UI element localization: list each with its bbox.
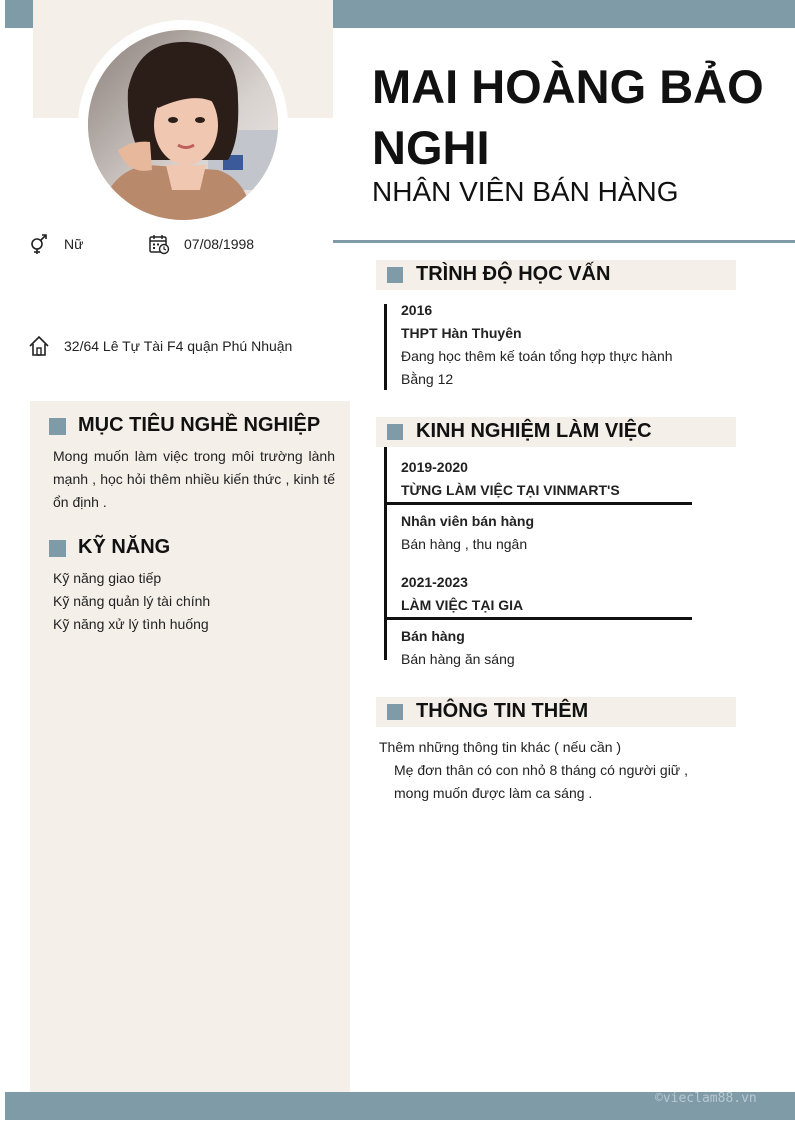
avatar bbox=[88, 30, 278, 220]
watermark: ©vieclam88.vn bbox=[655, 1091, 757, 1106]
avatar-portrait bbox=[88, 30, 278, 220]
education-title: TRÌNH ĐỘ HỌC VẤN bbox=[416, 263, 611, 285]
objective-title: MỤC TIÊU NGHỀ NGHIỆP bbox=[78, 414, 321, 436]
calendar-icon bbox=[148, 233, 170, 260]
education-header bbox=[376, 260, 736, 290]
extra-text: Mẹ đơn thân có con nhỏ 8 tháng có người giữ , mong muốn được làm ca sáng . bbox=[394, 762, 688, 801]
candidate-position: NHÂN VIÊN BÁN HÀNG bbox=[372, 176, 679, 207]
skill-item: Kỹ năng giao tiếp bbox=[53, 570, 162, 586]
education-school: THPT Hàn Thuyên bbox=[401, 325, 522, 341]
job-divider bbox=[384, 617, 692, 620]
job-role: Bán hàng bbox=[401, 628, 465, 644]
job-company: TỪNG LÀM VIỆC TẠI VINMART'S bbox=[401, 482, 620, 498]
skill-item: Kỹ năng quản lý tài chính bbox=[53, 593, 211, 609]
job-desc: Bán hàng ăn sáng bbox=[401, 651, 515, 667]
education-degree: Bằng 12 bbox=[401, 371, 454, 387]
square-bullet-icon bbox=[387, 267, 403, 283]
experience-title: KINH NGHIỆM LÀM VIỆC bbox=[416, 420, 652, 442]
square-bullet-icon bbox=[49, 540, 66, 557]
experience-timeline bbox=[384, 447, 387, 660]
header-divider bbox=[333, 240, 795, 243]
gender-value: Nữ bbox=[64, 236, 84, 252]
candidate-name: MAI HOÀNG BẢO NGHI bbox=[372, 60, 764, 174]
extra-title: THÔNG TIN THÊM bbox=[416, 700, 589, 722]
education-timeline bbox=[384, 304, 387, 390]
job-company: LÀM VIỆC TẠI GIA bbox=[401, 597, 524, 613]
experience-header bbox=[376, 417, 736, 447]
job-divider bbox=[384, 502, 692, 505]
square-bullet-icon bbox=[387, 424, 403, 440]
job-desc: Bán hàng , thu ngân bbox=[401, 536, 528, 552]
extra-header bbox=[376, 697, 736, 727]
job-period: 2019-2020 bbox=[401, 459, 468, 475]
gender-icon bbox=[28, 233, 50, 260]
skill-item: Kỹ năng xử lý tình huống bbox=[53, 616, 209, 632]
job-role: Nhân viên bán hàng bbox=[401, 513, 535, 529]
objective-text: Mong muốn làm việc trong môi trường lành mạnh , học hỏi thêm nhiều kiến thức , kinh tế ổn định . bbox=[53, 448, 335, 510]
square-bullet-icon bbox=[49, 418, 66, 435]
job-period: 2021-2023 bbox=[401, 574, 468, 590]
address-value: 32/64 Lê Tự Tài F4 quận Phú Nhuận bbox=[64, 338, 293, 354]
education-detail: Đang học thêm kế toán tổng hợp thực hành bbox=[401, 348, 673, 364]
education-year: 2016 bbox=[401, 302, 433, 318]
skills-title: KỸ NĂNG bbox=[78, 536, 171, 558]
home-icon bbox=[28, 335, 50, 362]
square-bullet-icon bbox=[387, 704, 403, 720]
extra-subtitle: Thêm những thông tin khác ( nếu cần ) bbox=[379, 739, 622, 755]
dob-value: 07/08/1998 bbox=[184, 236, 255, 252]
